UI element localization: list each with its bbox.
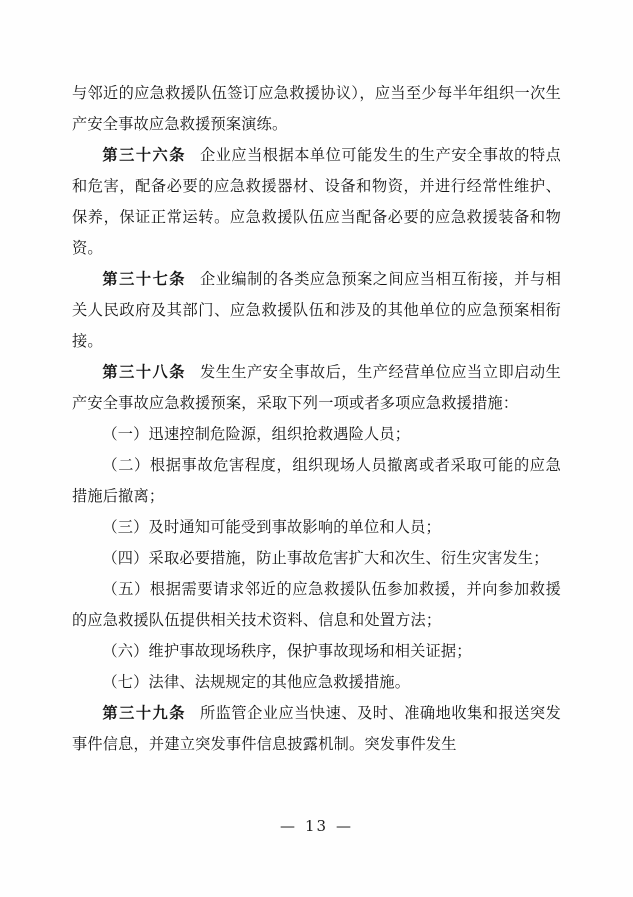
paragraph-article-37: [72, 264, 561, 357]
list-item-3: [72, 512, 561, 543]
article-label: 第三十八条: [102, 363, 186, 381]
paragraph-text: （一）迅速控制危险源，组织抢救遇险人员；: [102, 425, 411, 443]
page-footer: [0, 817, 633, 835]
article-label: 第三十六条: [102, 146, 186, 164]
paragraph-text: （三）及时通知可能受到事故影响的单位和人员；: [102, 518, 441, 536]
paragraph-text: （五）根据需要请求邻近的应急救援队伍参加救援，并向参加救援的应急救援队伍提供相关技术资料、信息和处置方法；: [72, 580, 561, 629]
paragraph-text: （七）法律、法规规定的其他应急救援措施。: [102, 673, 411, 691]
footer-dash-right: —: [336, 817, 354, 835]
paragraph-text: （六）维护事故现场秩序，保护事故现场和相关证据；: [102, 642, 472, 660]
article-label: 第三十九条: [102, 704, 186, 722]
page-number: 13: [304, 817, 329, 835]
paragraph-article-39: [72, 698, 561, 760]
paragraph-text: 企业编制的各类应急预案之间应当相互衔接，并与相关人民政府及其部门、应急救援队伍和涉及的其他单位的应急预案相衔接。: [72, 270, 561, 350]
document-body: [72, 78, 561, 760]
paragraph-continued: [72, 78, 561, 140]
article-label: 第三十七条: [102, 270, 186, 288]
list-item-4: [72, 543, 561, 574]
paragraph-text: （二）根据事故危害程度，组织现场人员撤离或者采取可能的应急措施后撤离；: [72, 456, 561, 505]
list-item-5: [72, 574, 561, 636]
paragraph-article-38: [72, 357, 561, 419]
paragraph-article-36: [72, 140, 561, 264]
paragraph-text: 与邻近的应急救援队伍签订应急救援协议），应当至少每半年组织一次生产安全事故应急救援预案演练。: [72, 84, 561, 133]
paragraph-text: 所监管企业应当快速、及时、准确地收集和报送突发事件信息，并建立突发事件信息披露机制。突发事件发生: [72, 704, 561, 753]
list-item-6: [72, 636, 561, 667]
list-item-2: [72, 450, 561, 512]
list-item-7: [72, 667, 561, 698]
paragraph-text: 企业应当根据本单位可能发生的生产安全事故的特点和危害，配备必要的应急救援器材、设备和物资，并进行经常性维护、保养，保证正常运转。应急救援队伍应当配备必要的应急救援装备和物资。: [72, 146, 561, 257]
footer-dash-left: —: [279, 817, 297, 835]
list-item-1: [72, 419, 561, 450]
paragraph-text: 发生生产安全事故后，生产经营单位应当立即启动生产安全事故应急救援预案，采取下列一项或者多项应急救援措施：: [72, 363, 561, 412]
paragraph-text: （四）采取必要措施，防止事故危害扩大和次生、衍生灾害发生；: [102, 549, 549, 567]
